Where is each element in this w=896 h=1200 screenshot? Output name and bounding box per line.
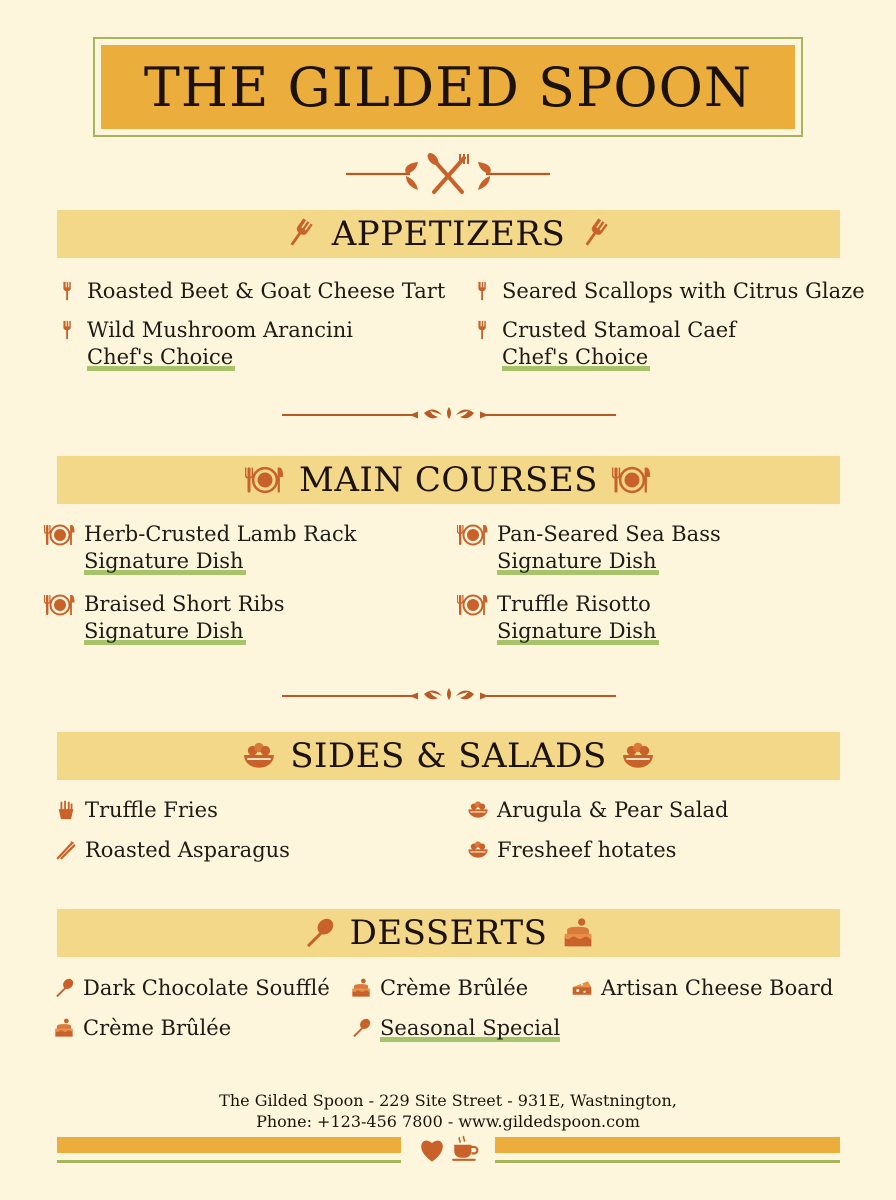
- menu-item: [44, 590, 284, 645]
- restaurant-name: THE GILDED SPOON: [143, 55, 753, 119]
- plate-cutlery-icon: [457, 523, 489, 547]
- plate-cutlery-icon: [612, 465, 652, 495]
- plate-cutlery-icon: [44, 523, 76, 547]
- section-header-desserts: [57, 909, 840, 957]
- fork-icon: [579, 217, 613, 251]
- menu-item: [571, 974, 833, 1002]
- menu-item: [457, 520, 721, 575]
- salad-bowl-icon: [621, 741, 655, 771]
- item-name: Roasted Asparagus: [85, 838, 290, 862]
- section-title: APPETIZERS: [331, 214, 566, 254]
- title-frame: [93, 37, 803, 137]
- item-tag: Signature Dish: [497, 549, 657, 573]
- footer-bar-right: [495, 1137, 840, 1153]
- item-tag: Signature Dish: [84, 619, 244, 643]
- menu-item: [44, 520, 357, 575]
- plate-cutlery-icon: [457, 593, 489, 617]
- cake-icon: [53, 1017, 75, 1039]
- menu-item: [457, 590, 659, 645]
- spoon-icon: [53, 977, 75, 999]
- fork-icon: [57, 280, 79, 302]
- coffee-cup-icon: [451, 1134, 479, 1162]
- fork-icon: [57, 319, 79, 341]
- item-name: Truffle Risotto: [497, 592, 651, 616]
- item-name: Crème Brûlée: [380, 976, 529, 1000]
- salad-bowl-icon: [467, 799, 489, 821]
- cake-icon: [350, 977, 372, 999]
- item-name: Fresheef hotates: [497, 838, 677, 862]
- fork-icon: [472, 319, 494, 341]
- plate-cutlery-icon: [245, 465, 285, 495]
- item-name: Arugula & Pear Salad: [497, 798, 729, 822]
- item-name: Roasted Beet & Goat Cheese Tart: [87, 279, 446, 303]
- cake-icon: [561, 917, 595, 949]
- item-name: Pan-Seared Sea Bass: [497, 522, 721, 546]
- salad-bowl-icon: [467, 839, 489, 861]
- section-divider: [282, 401, 616, 429]
- menu-item: [350, 1014, 560, 1042]
- menu-item: [467, 836, 676, 864]
- menu-item: [350, 974, 528, 1002]
- section-title: SIDES & SALADS: [290, 736, 607, 776]
- asparagus-icon: [55, 839, 77, 861]
- heart-icon: [418, 1137, 446, 1163]
- item-name: Truffle Fries: [85, 798, 218, 822]
- item-name: Crusted Stamoal Caef: [502, 318, 736, 342]
- menu-item: [472, 277, 865, 305]
- item-name: Seared Scallops with Citrus Glaze: [502, 279, 865, 303]
- menu-item: [53, 974, 330, 1002]
- item-tag: Signature Dish: [497, 619, 657, 643]
- item-name: Braised Short Ribs: [84, 592, 285, 616]
- menu-item: [55, 836, 290, 864]
- section-title: MAIN COURSES: [299, 460, 598, 500]
- fork-icon: [284, 217, 318, 251]
- footer-line-left: [57, 1160, 401, 1163]
- footer-contact: Phone: +123-456 7800 - www.gildedspoon.com: [256, 1112, 640, 1131]
- plate-cutlery-icon: [44, 593, 76, 617]
- item-tag: Signature Dish: [84, 549, 244, 573]
- fries-icon: [55, 799, 77, 821]
- footer-line-right: [495, 1160, 840, 1163]
- cheese-icon: [571, 977, 593, 999]
- item-tag: Chef's Choice: [502, 345, 649, 369]
- section-header-main-courses: [57, 456, 840, 504]
- item-name: Artisan Cheese Board: [601, 976, 834, 1000]
- item-name: Seasonal Special: [380, 1016, 561, 1040]
- menu-item: [55, 796, 218, 824]
- cutlery-ornament: [340, 150, 556, 198]
- section-header-appetizers: [57, 210, 840, 258]
- spoon-icon: [350, 1017, 372, 1039]
- item-tag: Chef's Choice: [87, 345, 234, 369]
- item-name: Herb-Crusted Lamb Rack: [84, 522, 357, 546]
- salad-bowl-icon: [242, 741, 276, 771]
- menu-item: [472, 316, 736, 371]
- section-header-sides-salads: [57, 732, 840, 780]
- item-name: Crème Brûlée: [83, 1016, 232, 1040]
- fork-icon: [472, 280, 494, 302]
- menu-item: [57, 316, 353, 371]
- item-name: Dark Chocolate Soufflé: [83, 976, 330, 1000]
- section-title: DESSERTS: [349, 913, 548, 953]
- section-divider: [282, 682, 616, 710]
- footer-bar-left: [57, 1137, 401, 1153]
- spoon-icon: [302, 916, 336, 950]
- menu-item: [467, 796, 728, 824]
- item-name: Wild Mushroom Arancini: [87, 318, 353, 342]
- title-banner: [101, 45, 795, 129]
- menu-item: [57, 277, 445, 305]
- footer-address: The Gilded Spoon - 229 Site Street - 931E, Wastnington,: [219, 1091, 677, 1110]
- menu-item: [53, 1014, 231, 1042]
